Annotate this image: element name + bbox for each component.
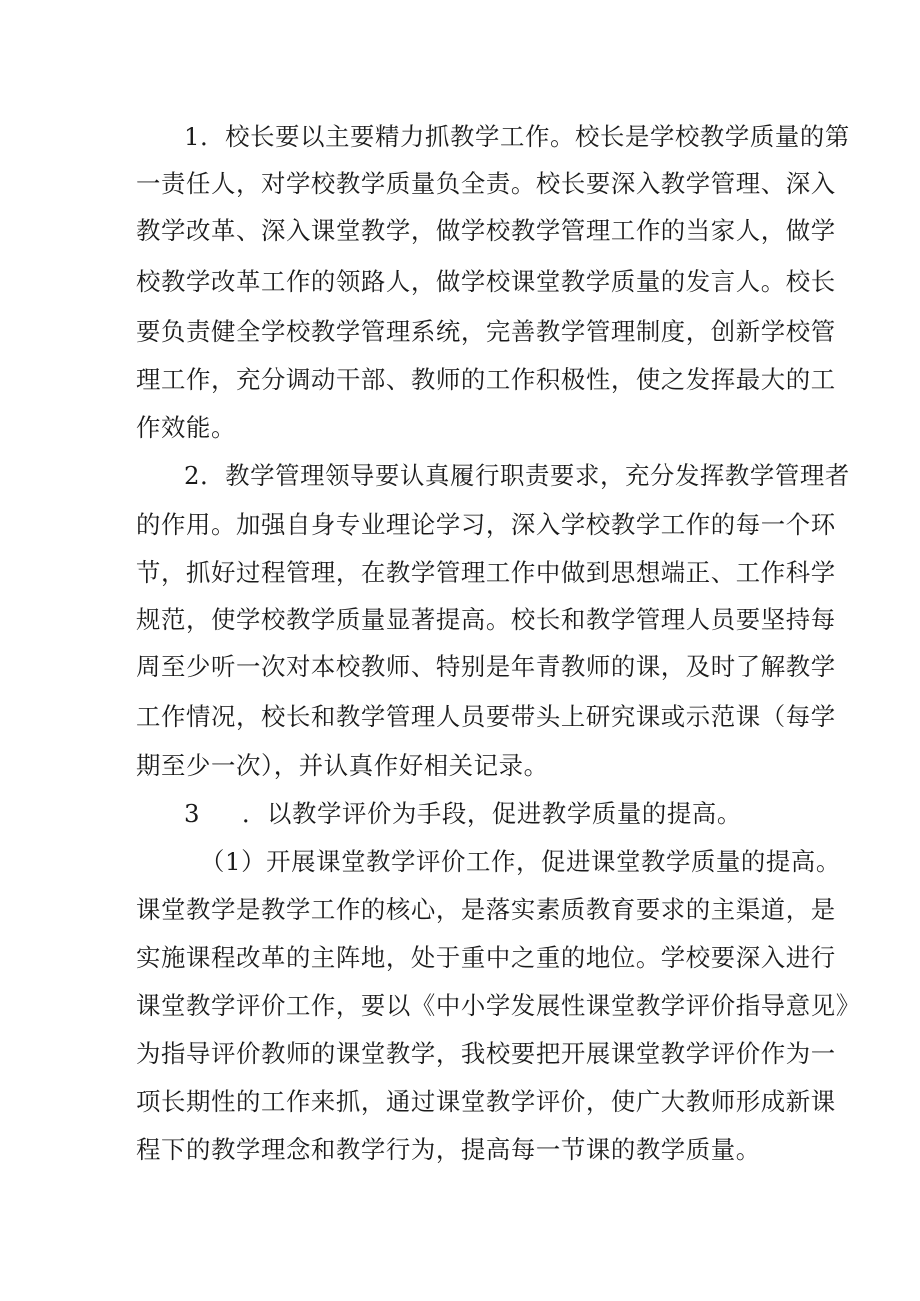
paragraph-2-line-6: 工作情况，校长和教学管理人员要带头上研究课或示范课（每学 xyxy=(136,702,836,731)
subsection-1-line-1: （1）开展课堂教学评价工作，促进课堂教学质量的提高。 xyxy=(200,847,841,876)
paragraph-2-line-5: 周至少听一次对本校教师、特别是年青教师的课，及时了解教学 xyxy=(136,652,836,681)
paragraph-2-line-1: 2．教学管理领导要认真履行职责要求，充分发挥教学管理者 xyxy=(184,461,850,490)
paragraph-1-line-1: 1．校长要以主要精力抓教学工作。校长是学校教学质量的第 xyxy=(184,122,850,151)
subsection-1-line-2: 课堂教学是教学工作的核心，是落实素质教育要求的主渠道，是 xyxy=(136,895,836,924)
subsection-1-line-5: 为指导评价教师的课堂教学，我校要把开展课堂教学评价作为一 xyxy=(136,1039,836,1068)
section-3-number: 3 xyxy=(184,799,200,828)
paragraph-2-line-3: 节，抓好过程管理，在教学管理工作中做到思想端正、工作科学 xyxy=(136,558,836,587)
paragraph-1-line-4: 校教学改革工作的领路人，做学校课堂教学质量的发言人。校长 xyxy=(136,267,836,296)
subsection-1-line-7: 程下的教学理念和教学行为，提高每一节课的教学质量。 xyxy=(136,1135,761,1164)
paragraph-2-line-2: 的作用。加强自身专业理论学习，深入学校教学工作的每一个环 xyxy=(136,510,836,539)
subsection-1-line-4: 课堂教学评价工作，要以《中小学发展性课堂教学评价指导意见》 xyxy=(136,991,861,1020)
paragraph-1-line-2: 一责任人，对学校教学质量负全责。校长要深入教学管理、深入 xyxy=(136,169,836,198)
paragraph-2-line-4: 规范，使学校教学质量显著提高。校长和教学管理人员要坚持每 xyxy=(136,605,836,634)
section-3-heading: ．以教学评价为手段，促进教学质量的提高。 xyxy=(242,799,742,828)
subsection-1-line-6: 项长期性的工作来抓，通过课堂教学评价，使广大教师形成新课 xyxy=(136,1087,836,1116)
paragraph-1-line-6: 理工作，充分调动干部、教师的工作积极性，使之发挥最大的工 xyxy=(136,365,836,394)
paragraph-1-line-3: 教学改革、深入课堂教学，做学校教学管理工作的当家人，做学 xyxy=(136,216,836,245)
paragraph-1-line-7: 作效能。 xyxy=(136,413,236,442)
paragraph-1-line-5: 要负责健全学校教学管理系统，完善教学管理制度，创新学校管 xyxy=(136,317,836,346)
paragraph-2-line-7: 期至少一次），并认真作好相关记录。 xyxy=(136,751,549,780)
subsection-1-line-3: 实施课程改革的主阵地，处于重中之重的地位。学校要深入进行 xyxy=(136,943,836,972)
